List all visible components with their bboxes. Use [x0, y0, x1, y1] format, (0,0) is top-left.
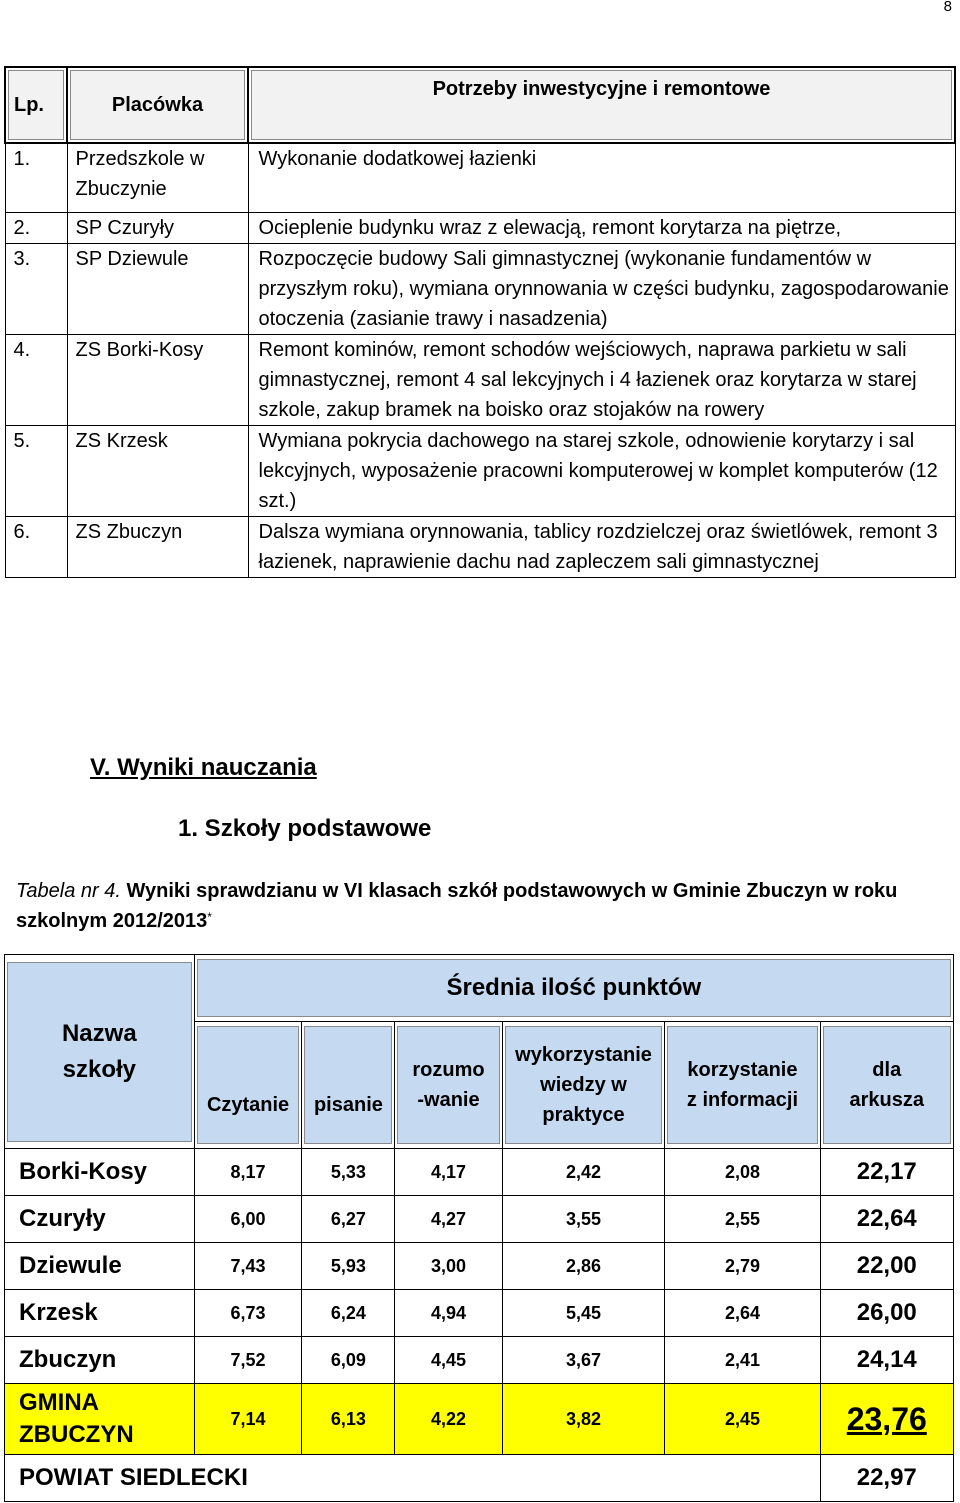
value-cell: 2,08: [665, 1149, 820, 1196]
powiat-label: POWIAT SIEDLECKI: [5, 1455, 821, 1502]
row-potrzeby: Rozpoczęcie budowy Sali gimnastycznej (wykonanie fundamentów w przyszłym roku), wymiana orynnowania w części budynku, zagospodarowanie otoczenia (zasianie trawy i nasadzenia): [248, 244, 955, 335]
value-cell: 2,79: [665, 1243, 820, 1290]
value-cell: 2,55: [665, 1196, 820, 1243]
value-cell: 6,24: [302, 1290, 395, 1337]
value-cell: 2,45: [665, 1384, 820, 1455]
row-lp: 4.: [5, 335, 67, 426]
value-cell: 6,13: [302, 1384, 395, 1455]
table-row: [5, 335, 955, 426]
table-row: [5, 426, 955, 517]
table-row: [5, 244, 955, 335]
header-cell-col-3: [502, 1022, 665, 1149]
col-korzystanie: korzystanie z informacji: [686, 1059, 799, 1111]
row-potrzeby: Ocieplenie budynku wraz z elewacją, remont korytarza na piętrze,: [248, 213, 955, 244]
gmina-name: GMINA ZBUCZYN: [5, 1384, 195, 1455]
total-cell: 22,17: [820, 1149, 954, 1196]
table-row: [5, 1290, 954, 1337]
table-row: [5, 517, 955, 578]
header-cell-col-5: [820, 1022, 954, 1149]
header-col: [505, 1026, 663, 1144]
school-name: Krzesk: [5, 1290, 195, 1337]
results-table: [4, 954, 954, 1502]
value-cell: 5,33: [302, 1149, 395, 1196]
total-cell: 26,00: [820, 1290, 954, 1337]
row-placowka: ZS Zbuczyn: [67, 517, 248, 578]
row-placowka: Przedszkole w Zbuczynie: [67, 143, 248, 213]
value-cell: 7,43: [194, 1243, 302, 1290]
header-cell-col-0: [194, 1022, 302, 1149]
total-cell: 22,64: [820, 1196, 954, 1243]
value-cell: 3,67: [502, 1337, 665, 1384]
value-cell: 6,73: [194, 1290, 302, 1337]
table-row: [5, 1243, 954, 1290]
header-col: [304, 1026, 392, 1144]
caption-label: Tabela nr 4.: [16, 880, 121, 902]
results-header-row-1: [5, 955, 954, 1022]
row-placowka: ZS Borki-Kosy: [67, 335, 248, 426]
value-cell: 7,14: [194, 1384, 302, 1455]
caption-text: Wyniki sprawdzianu w VI klasach szkół podstawowych w Gminie Zbuczyn w roku szkolnym 2012/2013: [16, 880, 898, 932]
row-placowka: ZS Krzesk: [67, 426, 248, 517]
table-row: [5, 143, 955, 213]
table-row: [5, 1196, 954, 1243]
header-cell-group: [194, 955, 953, 1022]
value-cell: 7,52: [194, 1337, 302, 1384]
header-group: [197, 959, 951, 1017]
col-rozumowanie: rozumo -wanie: [412, 1059, 485, 1111]
value-cell: 4,94: [395, 1290, 502, 1337]
row-potrzeby: Remont kominów, remont schodów wejściowych, naprawa parkietu w sali gimnastycznej, remont 4 sal lekcyjnych i 4 łazienek oraz korytarza w starej szkole, zakup bramek na boisko oraz stojaków na rowery: [248, 335, 955, 426]
gmina-total: 23,76: [820, 1384, 954, 1455]
col-dla-arkusza: dla arkusza: [849, 1059, 924, 1111]
value-cell: 2,86: [502, 1243, 665, 1290]
header-col: [197, 1026, 300, 1144]
row-potrzeby: Dalsza wymiana orynnowania, tablicy rozdzielczej oraz świetlówek, remont 3 łazienek, naprawienie dachu nad zapleczem sali gimnastycznej: [248, 517, 955, 578]
header-cell-col-1: [302, 1022, 395, 1149]
header-potrzeby: Potrzeby inwestycyjne i remontowe: [248, 67, 955, 143]
powiat-row: [5, 1455, 954, 1502]
row-lp: 1.: [5, 143, 67, 213]
row-lp: 5.: [5, 426, 67, 517]
row-lp: 2.: [5, 213, 67, 244]
header-name: [7, 962, 192, 1142]
value-cell: 3,55: [502, 1196, 665, 1243]
row-potrzeby: Wykonanie dodatkowej łazienki: [248, 143, 955, 213]
header-cell-col-2: [395, 1022, 502, 1149]
value-cell: 2,41: [665, 1337, 820, 1384]
investment-table-header: [5, 67, 955, 143]
col-wykorzystanie: wykorzystanie wiedzy w praktyce: [515, 1044, 652, 1126]
value-cell: 4,45: [395, 1337, 502, 1384]
table-row: [5, 1337, 954, 1384]
value-cell: 2,42: [502, 1149, 665, 1196]
value-cell: 4,22: [395, 1384, 502, 1455]
header-col: [397, 1026, 499, 1144]
footnote-mark: *: [207, 910, 212, 924]
subsection-title: 1. Szkoły podstawowe: [178, 815, 432, 842]
header-col: [823, 1026, 952, 1144]
total-cell: 24,14: [820, 1337, 954, 1384]
header-placowka: Placówka: [67, 67, 248, 143]
section-title: V. Wyniki nauczania: [90, 754, 317, 781]
header-group-text: Średnia ilość punktów: [446, 974, 702, 1001]
school-name: Borki-Kosy: [5, 1149, 195, 1196]
value-cell: 6,27: [302, 1196, 395, 1243]
header-cell-name: [5, 955, 195, 1149]
value-cell: 4,17: [395, 1149, 502, 1196]
table-row: [5, 1149, 954, 1196]
row-potrzeby: Wymiana pokrycia dachowego na starej szkole, odnowienie korytarzy i sal lekcyjnych, wyposażenie pracowni komputerowej w komplet komputerów (12 szt.): [248, 426, 955, 517]
header-cell-col-4: [665, 1022, 820, 1149]
school-name: Dziewule: [5, 1243, 195, 1290]
row-lp: 6.: [5, 517, 67, 578]
gmina-row: [5, 1384, 954, 1455]
table-row: [5, 213, 955, 244]
value-cell: 8,17: [194, 1149, 302, 1196]
school-name: Czuryły: [5, 1196, 195, 1243]
header-name-text: Nazwa szkoły: [61, 1019, 137, 1083]
row-placowka: SP Czuryły: [67, 213, 248, 244]
col-pisanie: pisanie: [313, 1094, 383, 1116]
col-czytanie: Czytanie: [206, 1094, 290, 1116]
header-col: [667, 1026, 817, 1144]
value-cell: 3,00: [395, 1243, 502, 1290]
row-placowka: SP Dziewule: [67, 244, 248, 335]
row-lp: 3.: [5, 244, 67, 335]
page-number: 8: [943, 0, 952, 15]
value-cell: 5,45: [502, 1290, 665, 1337]
total-cell: 22,00: [820, 1243, 954, 1290]
value-cell: 6,00: [194, 1196, 302, 1243]
value-cell: 3,82: [502, 1384, 665, 1455]
header-lp: Lp.: [5, 67, 67, 143]
value-cell: 5,93: [302, 1243, 395, 1290]
value-cell: 4,27: [395, 1196, 502, 1243]
table-caption: [16, 876, 946, 936]
investment-table: [4, 66, 956, 578]
value-cell: 2,64: [665, 1290, 820, 1337]
value-cell: 6,09: [302, 1337, 395, 1384]
powiat-total: 22,97: [820, 1455, 954, 1502]
school-name: Zbuczyn: [5, 1337, 195, 1384]
